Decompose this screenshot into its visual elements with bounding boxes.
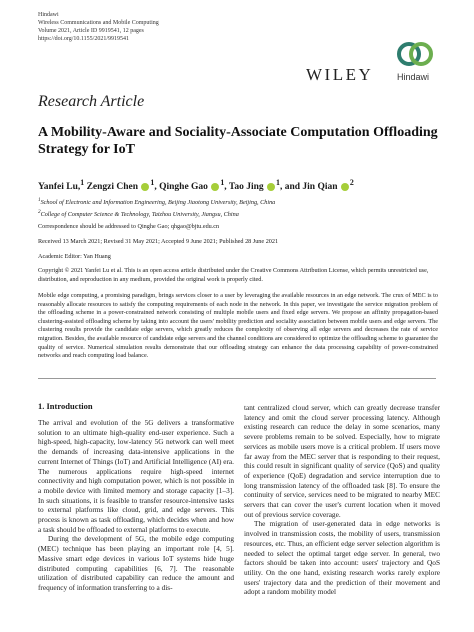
article-type: Research Article bbox=[38, 93, 145, 110]
hindawi-logo-icon bbox=[396, 37, 434, 71]
author-list: Yanfei Lu,$^1$ Zengzi Chen $^1$, Qinghe Gao $^1$, Tao Jing $^1$, and Jin Qian $^2$ bbox=[38, 178, 354, 193]
volume-info: Volume 2021, Article ID 9919541, 12 pages bbox=[38, 28, 144, 34]
paper-title: A Mobility-Aware and Sociality-Associate Computation Offloading Strategy for IoT bbox=[38, 125, 438, 157]
journal-header bbox=[38, 11, 159, 43]
dates: Received 13 March 2021; Revised 31 May 2021; Accepted 9 June 2021; Published 28 June 2021 bbox=[38, 238, 279, 245]
affiliations: $^1$School of Electronic and Information Engineering, Beijing Jiaotong University, Beijing, China $^2$College of Computer Science & Technology, Taizhou University, Jiangsu, China bbox=[38, 197, 276, 218]
correspondence: Correspondence should be addressed to Qinghe Gao; qhgao@bjtu.edu.cn bbox=[38, 223, 220, 230]
abstract: Mobile edge computing, a promising paradigm, brings services closer to a user by leveraging the available resources in an edge network. The crux of MEC is to reasonably allocate resources to satisfy the computing requirements of each node in the network. In this paper, we investigate the service migration problem of the offloading scheme in a power-constrained network consisting of multiple mobile users and fixed edge servers. We propose an affinity propagation-based clustering-assisted offloading scheme by taking into account the users' mobility prediction and sociality association between mobile users and edge servers. The clustering results provide the candidate edge servers, which greatly reduces the complexity of observing all edge servers and decreases the rate of service migration. Besides, the available resource of candidate edge servers and the channel conditions are considered to optimize the offloading scheme to guarantee the quality of service. Numerical simulation results demonstrate that our offloading strategy can enhance the data processing capability of power-constrained networks and reach computing load balance. bbox=[38, 292, 438, 360]
orcid-icon[interactable] bbox=[267, 183, 275, 191]
copyright-notice: Copyright © 2021 Yanfei Lu et al. This is an open access article distributed under the Creative Commons Attribution License, which permits unrestricted use, distribution, and reproduction in any medium, provided the original work is properly cited. bbox=[38, 267, 429, 283]
body-column-right bbox=[244, 403, 440, 597]
paragraph: The migration of user-generated data in edge networks is involved in transmission costs, the mobility of users, transmission resources, etc. Thus, an efficient edge server selection algorithm is needed to select the optimal target edge server. In general, two factors should be taken into account: users' trajectory and QoS utility. On the one hand, existing research works rarely explore users' trajectory data and the prediction of their movement and adopt a random mobility model bbox=[244, 519, 440, 597]
paragraph: tant centralized cloud server, which can greatly decrease transfer latency and omit the cloud server processing latency. Although existing research can reduce the delay in some scenarios, many severe problems remain to be solved. Especially, how to migrate services as mobile users move is a critical problem. If users move far away from the MEC server that is responding to their request, this could result in significant quality of service (QoS) and quality of experience (QoE) degradation and service interruption due to long transmission latency of the offloaded task [8]. To ensure the continuity of service, services need to be migrated to nearby MEC servers that can cover the user's current location when it moved out of previous service coverage. bbox=[244, 403, 440, 519]
author-name: Tao Jing bbox=[228, 182, 264, 193]
author-name: Qinghe Gao bbox=[159, 182, 208, 193]
orcid-icon[interactable] bbox=[341, 183, 349, 191]
orcid-icon[interactable] bbox=[211, 183, 219, 191]
academic-editor: Academic Editor: Yan Huang bbox=[38, 253, 111, 260]
orcid-icon[interactable] bbox=[141, 183, 149, 191]
affiliation: School of Electronic and Information Engineering, Beijing Jiaotong University, Beijing, China bbox=[40, 199, 276, 207]
hindawi-wordmark: Hindawi bbox=[397, 72, 430, 82]
section-heading: 1. Introduction bbox=[38, 401, 93, 411]
divider bbox=[38, 378, 436, 379]
body-column-left bbox=[38, 418, 234, 593]
journal-name: Wireless Communications and Mobile Computing bbox=[38, 20, 159, 26]
doi-link[interactable]: https://doi.org/10.1155/2021/9919541 bbox=[38, 36, 130, 42]
author-name: Zengzi Chen bbox=[86, 182, 139, 193]
publisher-line: Hindawi bbox=[38, 12, 59, 18]
affiliation: College of Computer Science & Technology, Taizhou University, Jiangsu, China bbox=[40, 210, 239, 218]
wiley-logo: WILEY bbox=[306, 65, 374, 84]
paragraph: During the development of 5G, the mobile edge computing (MEC) technique has been playing an important role [4, 5]. Massive smart edge devices in various IoT systems hide huge distributed computing capabilities [6, 7]. The reasonable utilization of distributed capability can reduce the amount and frequency of information transferring to a dis- bbox=[38, 534, 234, 592]
author-name: and Jin Qian bbox=[284, 182, 338, 193]
paragraph: The arrival and evolution of the 5G delivers a transformative solution to an ultimate high-quality end-user experience. Such a high-speed, high-capacity, low-latency 5G network can well meet the demands of increasing data-intensive applications in the current Internet of Things (IoT) and Artificial Intelligence (AI) era. The numerous applications require high-speed internet connectivity and high computation power, which is not possible in a mobile device with limited memory and storage capacity [1–3]. In such situations, it is feasible to transfer resource-intensive tasks to external platforms like cloud, grid, and edge servers. This process is known as task offloading, which decides when and how a task should be offloaded to external platforms to execute. bbox=[38, 418, 234, 534]
author-name: Yanfei Lu, bbox=[38, 182, 81, 193]
